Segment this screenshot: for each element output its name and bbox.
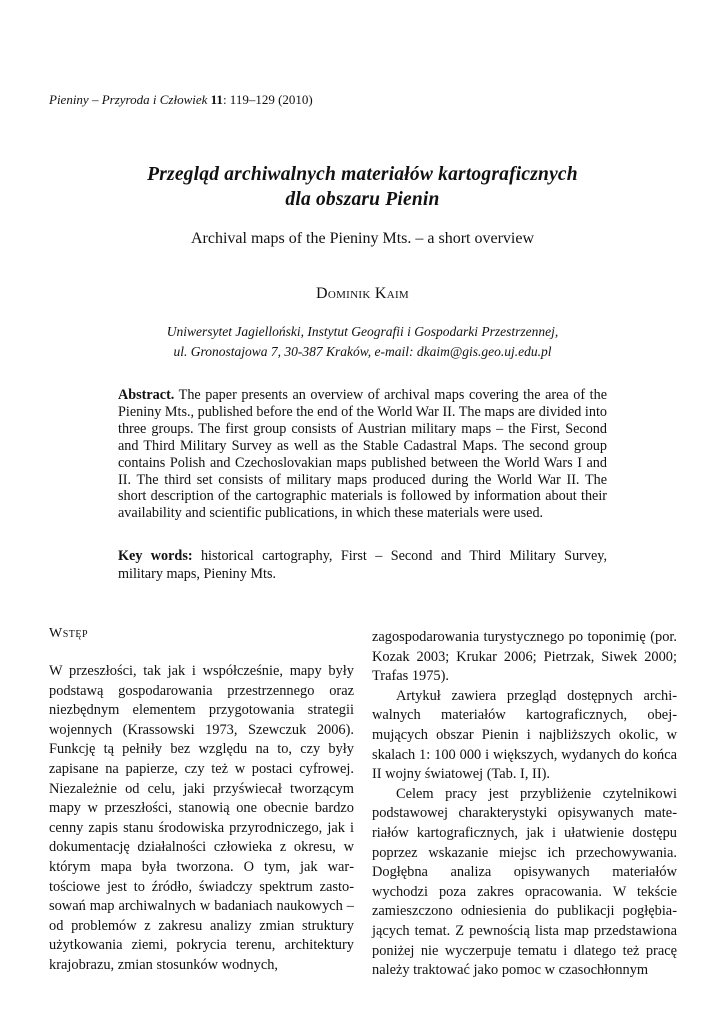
affiliation-line-2: ul. Gronostajowa 7, 30-387 Kraków, e-mail: dkaim@gis.geo.uj.edu.pl (173, 343, 552, 359)
right-column-paragraph-1: zagospodarowania turystycznego po toponimię (por. Kozak 2003; Krukar 2006; Pietrzak, Siwek 2000; Trafas 1975). (372, 629, 677, 685)
abstract-text: The paper presents an overview of archival maps covering the area of the Pieniny Mts., published before the end of the World War II. The maps are divided into three groups. The first group consists of Austrian military maps – the First, Second and Third Military Survey as well as the Stable Cadastral Maps. The second group contains Polish and Czechoslovakian maps published between the World Wars I and II. The third set consists of military maps produced during the World War II. The short description of the cartographic materials is followed by information about their availability and scientific publications, in which these materials were used. (118, 387, 607, 522)
keywords (118, 548, 607, 583)
right-column (372, 628, 677, 981)
paper-title-line-1: Przegląd archiwalnych materiałów kartograficznych (147, 164, 578, 185)
paper-title-line-2: dla obszaru Pienin (285, 189, 440, 210)
paper-title (60, 162, 665, 212)
right-column-paragraph-3: Celem pracy jest przybliżenie czytelnikowi podstawowej charakterystyki opisywanych materiałów kartograficznych, jak i ułatwienie dostępu poprzez wskazanie miejsc ich przechowywania. Dogłębna analiza opisywanych materiałów wychodzi poza zakres opracowania. W tekście zamieszczono odniesienia do publikacji pogłębiających temat. Z pewnością lista map przedstawiona poniżej nie wyczerpuje tematu i dlatego też pracę należy traktować jako pomoc w czasochłonnym (372, 785, 677, 979)
left-column-paragraph-1: W przeszłości, tak jak i współcześnie, mapy były podstawą gospodarowania przestrzennego oraz niezbędnym elementem przygotowania strategii wojennych (Krassowski 1973, Szewczuk 2006). Funkcję tą pełniły bez względu na to, czy były zapisane na papierze, czy też w postaci cyfrowej. Niezależnie od celu, jaki przyświecał tworzącym mapy w przeszłości, stanowią one obecnie bardzo cenny zapis stanu środowiska przyrodniczego, jak i dokumentację działalności człowieka z okresu, w którym mapa była tworzona. O tym, jak wartościowe jest to źródło, świadczy spektrum zastosowań map archiwalnych w badaniach naukowych – od problemów z zakresu analizy zmian struktury użytkowania ziemi, pokrycia terenu, architektury krajobrazu, zmian stosunków wodnych, (49, 663, 354, 973)
english-title: Archival maps of the Pieniny Mts. – a short overview (190, 230, 535, 247)
affiliation-line-1: Uniwersytet Jagielloński, Instytut Geografii i Gospodarki Przestrzennej, (166, 324, 559, 339)
abstract-label: Abstract. (118, 387, 175, 403)
journal-pages-year: : 119–129 (2010) (222, 92, 313, 107)
author-affiliation (60, 322, 665, 361)
keywords-label: Key words: (118, 548, 193, 564)
keywords-text: historical cartography, First – Second and Third Military Survey, military maps, Pieniny Mts. (118, 548, 607, 582)
left-column (49, 662, 354, 976)
right-column-paragraph-2: Artykuł zawiera przegląd dostępnych archiwalnych materiałów kartograficznych, obejmujących obszar Pienin i najbliższych okolic, w skalach 1: 100 000 i większych, wydanych do końca II wojny światowej (Tab. I, II). (372, 687, 677, 783)
author-name: Dominik Kaim (315, 285, 410, 302)
journal-volume: 11 (210, 92, 223, 107)
section-heading-introduction: Wstęp (49, 626, 89, 641)
abstract (118, 387, 607, 522)
journal-citation (49, 92, 313, 108)
journal-name: Pieniny – Przyroda i Człowiek (49, 92, 208, 107)
